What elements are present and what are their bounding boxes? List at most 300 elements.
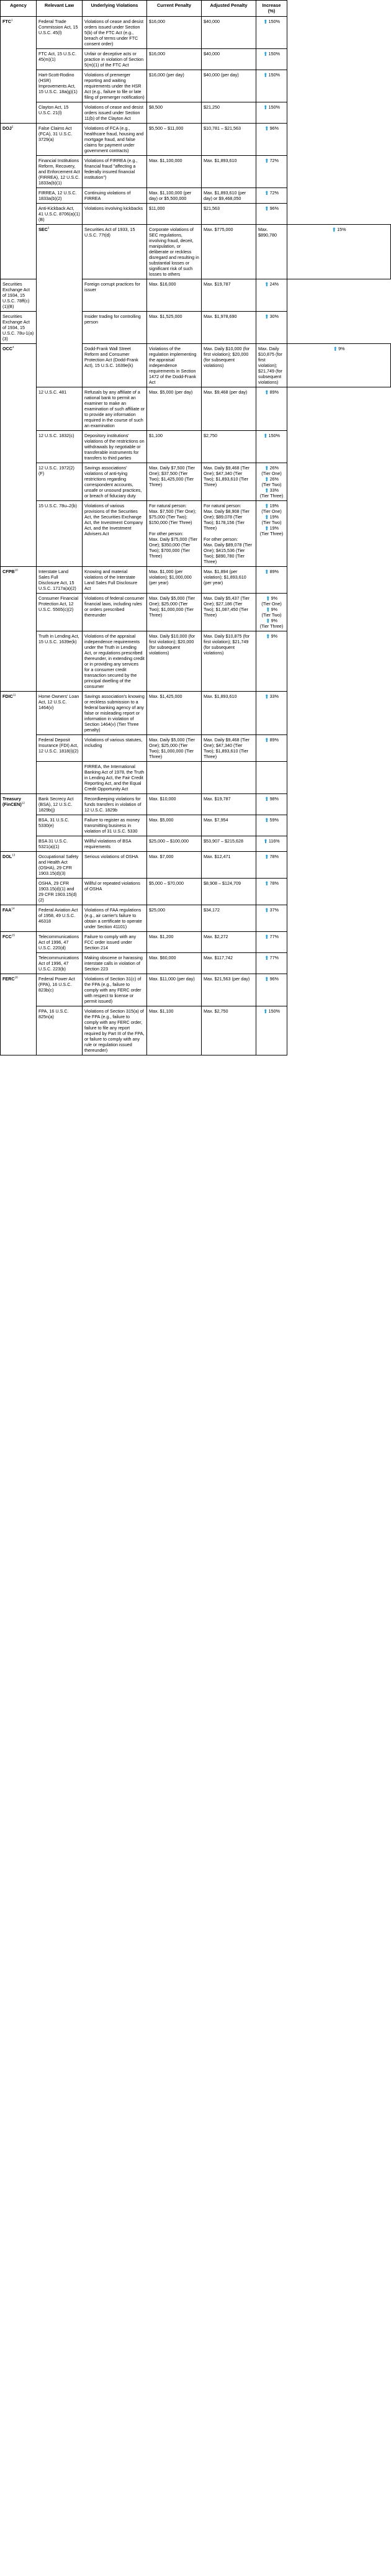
increase-up-arrow-icon: ⬆ [264,853,269,860]
agency-cell [1,974,37,1055]
column-header-underlying-violations: Underlying Violations [83,1,147,17]
increase-up-arrow-icon: ⬆ [264,736,269,743]
adjusted-penalty-cell: $8,908 – $124,709 [202,878,256,905]
table-row [1,1006,391,1055]
increase-value: 37% [269,906,279,913]
underlying-violation-cell: Savings association's knowing or reckless submission to a federal banking agency of any false or misleading report or information in violation of Section 1464(v) (Tier Three penalty) [83,691,147,734]
table-row [1,593,391,631]
increase-value: 26% [269,464,279,471]
increase-tier-note: (Tier Two) [261,612,282,618]
underlying-violation-cell: FIRREA, the International Banking Act of 1978, the Truth in Lending Act, the Fair Credit Reporting Act, and the Equal Credit Opportunity Act [83,761,147,793]
table-row [1,566,391,593]
adjusted-penalty-cell: Max. $117,742 [202,952,256,974]
column-header-current-penalty: Current Penalty [147,1,202,17]
underlying-violation-cell: Recordkeeping violations for funds transfers in violation of 12 U.S.C. 1829b [83,793,147,815]
agency-name: OCC [2,345,12,351]
increase-value: 150% [268,18,280,24]
increase-cell [256,631,287,691]
adjusted-penalty-cell: $21,563 [202,203,256,224]
table-row [1,387,391,430]
underlying-violation-cell: Violations of cease and desist orders issued under Section 5(b) of the FTC Act (e.g., breach of terms under FTC consent order) [83,16,147,48]
column-header-agency: Agency [1,1,37,17]
increase-up-arrow-icon: ⬆ [264,125,269,132]
current-penalty-cell: Max. Daily $5,000 (Tier One); $25,000 (Tier Two); $1,000,000 (Tier Three) [147,734,202,761]
relevant-law-cell: Hart-Scott-Rodino (HSR) Improvements Act, 15 U.S.C. 18a(g)(1) [37,70,83,102]
increase-value: 78% [269,880,279,886]
table-row [1,836,391,851]
increase-up-arrow-icon: ⬆ [264,525,269,531]
relevant-law-cell [37,761,83,793]
increase-value: 150% [268,104,280,110]
adjusted-penalty-cell: For natural person: Max. Daily $8,908 (Tier One); $89,078 (Tier Two); $178,156 (Tier Three) For other person: Max. Daily $89,078 (Tier One); $415,536 (Tier Two); $890,780 (Tier Three) [202,500,256,566]
increase-entry [258,487,285,499]
increase-cell [256,387,287,430]
relevant-law-cell: 15 U.S.C. 78u–2(b) [37,500,83,566]
current-penalty-cell: Max. $5,000 [147,815,202,836]
agency-name: FDIC [2,693,13,699]
underlying-violation-cell: Continuing violations of FIRREA [83,188,147,203]
relevant-law-cell: Securities Act of 1933, 15 U.S.C. 77t(d) [83,224,147,279]
agency-name: FERC [2,975,15,982]
underlying-violation-cell: Violations of FAA regulations (e.g., air carrier's failure to obtain a certificate to operate under Section 41101) [83,905,147,931]
increase-value: 89% [269,568,279,574]
increase-value: 9% [271,617,277,623]
table-row [1,155,391,188]
increase-cell [256,851,287,878]
adjusted-penalty-cell: Max. $2,272 [202,931,256,952]
agency-name: FTC [2,18,11,24]
increase-cell [256,48,287,70]
increase-value: 9% [271,606,277,612]
increase-up-arrow-icon: ⬆ [263,432,268,439]
increase-cell [256,734,287,761]
table-row [1,102,391,123]
increase-cell [256,952,287,974]
footnote-marker: 14 [11,906,15,910]
increase-cell [256,16,287,48]
agency-cell [1,343,37,566]
relevant-law-cell: Federal Power Act (FPA), 16 U.S.C. 823b(c) [37,974,83,1006]
relevant-law-cell: Consumer Financial Protection Act, 12 U.S.C. 5565(c)(2) [37,593,83,631]
current-penalty-cell: Max. $11,000 (per day) [147,974,202,1006]
adjusted-penalty-cell: Max. $890,780 [256,224,287,279]
agency-name: FCC [2,933,12,939]
increase-value: 30% [269,313,279,319]
current-penalty-cell: $16,000 [147,48,202,70]
underlying-violation-cell: Making obscene or harassing interstate calls in violation of Section 223 [83,952,147,974]
increase-value: 9% [338,345,345,351]
increase-cell [256,793,287,815]
current-penalty-cell: $1,100 [147,430,202,463]
agency-cell [1,905,37,931]
current-penalty-cell: Max. $16,000 [147,279,202,311]
increase-entry [258,476,285,487]
increase-up-arrow-icon: ⬆ [264,464,269,471]
underlying-violation-cell: Refusals by any affiliate of a national bank to permit an examiner to make an examination of such affiliate or to provide any information required in the course of such an examination [83,387,147,430]
current-penalty-cell: Max. $1,000 (per violation); $1,000,000 (per year) [147,566,202,593]
adjusted-penalty-cell: Max. $1,893,610 [202,155,256,188]
relevant-law-cell: Dodd-Frank Wall Street Reform and Consumer Protection Act (Dodd-Frank Act), 15 U.S.C. 1639e(k) [83,343,147,387]
table-row [1,905,391,931]
increase-entry [258,465,285,476]
current-penalty-cell: $25,000 – $100,000 [147,836,202,851]
increase-up-arrow-icon: ⬆ [264,476,269,482]
increase-value: 33% [269,693,279,699]
underlying-violation-cell: Violations of various statutes, including [83,734,147,761]
footnote-marker: 13 [12,853,16,857]
current-penalty-cell: Max. $10,000 [147,793,202,815]
column-header-adjusted-penalty: Adjusted Penalty [202,1,256,17]
table-row [1,931,391,952]
current-penalty-cell: Max. $5,000 (per day) [147,387,202,430]
agency-cell [1,16,37,123]
underlying-violation-cell: Failure to register as money transmitting business in violation of 31 U.S.C. 5330 [83,815,147,836]
increase-up-arrow-icon: ⬆ [264,157,269,164]
increase-tier-note: (Tier One) [261,508,282,514]
relevant-law-cell: Home Owners' Loan Act, 12 U.S.C. 1464(v) [37,691,83,734]
relevant-law-cell: OSHA, 29 CFR 1903.15(d)(1) and 29 CFR 1903.15(d)(2) [37,878,83,905]
adjusted-penalty-cell: Max. $1,894 (per violation); $1,893,610 (per year) [202,566,256,593]
agency-name: FAA [2,906,12,913]
adjusted-penalty-cell: Max. $9,468 (per day) [202,387,256,430]
increase-value: 33% [269,487,279,493]
increase-cell [256,761,287,793]
increase-cell [256,311,287,343]
current-penalty-cell: Max. Daily $7,500 (Tier One); $37,500 (Tier Two); $1,425,000 (Tier Three) [147,463,202,500]
increase-up-arrow-icon: ⬆ [266,595,271,602]
increase-value: 96% [269,975,279,982]
table-row [1,631,391,691]
adjusted-penalty-cell: $10,781 – $21,563 [202,123,256,155]
current-penalty-cell: Max. $1,100 [147,1006,202,1055]
footnote-marker: 15 [11,933,15,937]
increase-up-arrow-icon: ⬆ [264,906,269,913]
increase-up-arrow-icon: ⬆ [263,1008,268,1015]
adjusted-penalty-cell: Max. $21,563 (per day) [202,974,256,1006]
increase-value: 77% [269,933,279,939]
increase-tier-note: (Tier Three) [259,530,284,536]
agency-cell [1,566,37,691]
current-penalty-cell: Max. $60,000 [147,952,202,974]
table-row [1,974,391,1006]
table-row [1,500,391,566]
increase-up-arrow-icon: ⬆ [264,502,269,509]
increase-entry [258,595,285,607]
underlying-violation-cell: Willful or repeated violations of OSHA [83,878,147,905]
current-penalty-cell [147,761,202,793]
increase-value: 19% [269,525,279,531]
increase-cell [256,593,287,631]
current-penalty-cell: Max. Daily $10,000 (for first violation); $20,000 (for subsequent violations) [147,631,202,691]
relevant-law-cell: Truth in Lending Act, 15 U.S.C. 1639e(k) [37,631,83,691]
agency-cell [1,793,37,851]
increase-cell [256,102,287,123]
increase-up-arrow-icon: ⬆ [264,281,269,287]
increase-value: 150% [268,1008,280,1014]
increase-entry [258,607,285,618]
underlying-violation-cell: Corporate violations of SEC regulations, involving fraud, deceit, manipulation, or deliberate or reckless disregard and resulting in substantial losses or significant risk of such losses to others [147,224,202,279]
current-penalty-cell: Max. $1,100,000 [147,155,202,188]
adjusted-penalty-cell: $53,907 – $215,628 [202,836,256,851]
increase-up-arrow-icon: ⬆ [264,954,269,961]
increase-value: 19% [269,502,279,508]
increase-up-arrow-icon: ⬆ [264,487,269,494]
underlying-violation-cell: Serious violations of OSHA [83,851,147,878]
increase-up-arrow-icon: ⬆ [264,880,269,887]
table-row [1,691,391,734]
footnote-marker: 1 [11,18,13,22]
increase-up-arrow-icon: ⬆ [263,50,268,57]
relevant-law-cell: FTC Act, 15 U.S.C. 45(m)(1) [37,48,83,70]
increase-cell [256,815,287,836]
relevant-law-cell: Federal Deposit Insurance (FDI) Act, 12 U.S.C. 1818(i)(2) [37,734,83,761]
adjusted-penalty-cell: Max. Daily $9,468 (Tier One); $47,340 (Tier Two); $1,893,610 (Tier Three) [202,463,256,500]
relevant-law-cell: False Claims Act (FCA), 31 U.S.C. 3729(a) [37,123,83,155]
increase-cell [256,974,287,1006]
relevant-law-cell: Bank Secrecy Act (BSA), 12 U.S.C. 1829b(j) [37,793,83,815]
increase-cell [256,905,287,931]
increase-entry [258,618,285,629]
underlying-violation-cell: Violations of Section 31(c) of the FPA (e.g., failure to comply with any FERC order with respect to license or permit issued) [83,974,147,1006]
increase-entry [258,503,285,514]
increase-value: 59% [269,816,279,823]
table-row [1,16,391,48]
increase-up-arrow-icon: ⬆ [331,226,337,233]
table-row [1,188,391,203]
relevant-law-cell: Federal Aviation Act of 1958, 49 U.S.C. 46318 [37,905,83,931]
table-row [1,430,391,463]
relevant-law-cell: 12 U.S.C. 1972(2)(F) [37,463,83,500]
table-row [1,952,391,974]
footnote-marker: 10 [14,568,18,572]
increase-cell [256,188,287,203]
increase-cell [256,500,287,566]
current-penalty-cell: For natural person: Max. $7,500 (Tier One); $75,000 (Tier Two); $150,000 (Tier Three) For other person: Max. Daily $75,000 (Tier One); $350,000 (Tier Two); $700,000 (Tier Three) [147,500,202,566]
relevant-law-cell: BSA, 31 U.S.C. 5330(e) [37,815,83,836]
increase-up-arrow-icon: ⬆ [266,606,271,613]
table-row [1,203,391,224]
underlying-violation-cell: Willful violations of BSA requirements [83,836,147,851]
adjusted-penalty-cell: $34,172 [202,905,256,931]
current-penalty-cell: Max. $1,100,000 (per day) or $5,500,000 [147,188,202,203]
increase-value: 96% [269,205,279,211]
agency-name: CFPB [2,568,15,574]
increase-up-arrow-icon: ⬆ [264,975,269,982]
increase-value: 77% [269,954,279,960]
agency-name: DOL [2,853,12,859]
increase-value: 96% [269,125,279,131]
increase-up-arrow-icon: ⬆ [264,189,269,196]
relevant-law-cell: Telecommunications Act of 1996, 47 U.S.C. 220(d) [37,931,83,952]
increase-up-arrow-icon: ⬆ [264,205,269,212]
agency-name: DOJ [2,125,12,131]
increase-up-arrow-icon: ⬆ [264,933,269,940]
increase-entry [258,525,285,536]
relevant-law-cell: Financial Institutions Reform, Recovery, and Enforcement Act (FIRREA), 12 U.S.C. 1833a(b)(1) [37,155,83,188]
current-penalty-cell: $11,000 [147,203,202,224]
increase-tier-note: (Tier Two) [261,519,282,525]
agency-cell [1,851,37,905]
underlying-violation-cell: Violations of cease and desist orders issued under Section 11(b) of the Clayton Act [83,102,147,123]
agency-cell [37,224,83,387]
current-penalty-cell: Max. $1,525,000 [147,311,202,343]
civil-penalty-table [0,0,391,1055]
adjusted-penalty-cell: Max. $1,893,610 (per day) or $9,468,050 [202,188,256,203]
adjusted-penalty-cell: Max. Daily $10,875 (for first violation); $21,749 (for subsequent violations) [256,343,287,387]
footnote-marker: 3 [47,226,50,230]
adjusted-penalty-cell: Max. Daily $9,468 (Tier One); $47,340 (Tier Two); $1,893,610 (Tier Three) [202,734,256,761]
table-row [1,851,391,878]
increase-tier-note: (Tier Three) [259,492,284,499]
underlying-violation-cell: Violations of various provisions of the Securities Act, the Securities Exchange Act, the Investment Company Act, and the Investment Advisers Act [83,500,147,566]
increase-up-arrow-icon: ⬆ [266,617,271,624]
increase-up-arrow-icon: ⬆ [333,345,338,352]
adjusted-penalty-cell: Max. Daily $10,875 (for first violation); $21,749 (for subsequent violations) [202,631,256,691]
table-row [1,48,391,70]
current-penalty-cell: Max. Daily $10,000 (for first violation); $20,000 (for subsequent violations) [202,343,256,387]
increase-up-arrow-icon: ⬆ [264,513,269,520]
increase-up-arrow-icon: ⬆ [264,795,269,802]
increase-value: 24% [269,281,279,287]
current-penalty-cell: $5,500 – $11,000 [147,123,202,155]
relevant-law-cell: Telecommunications Act of 1996, 47 U.S.C. 223(b) [37,952,83,974]
increase-cell [256,1006,287,1055]
increase-value: 98% [269,795,279,802]
current-penalty-cell: $8,500 [147,102,202,123]
increase-value: 89% [269,736,279,743]
agency-name: SEC [38,226,48,232]
adjusted-penalty-cell: $40,000 [202,48,256,70]
adjusted-penalty-cell: Max. $19,787 [202,793,256,815]
table-row [1,761,391,793]
current-penalty-cell: Max. $775,000 [202,224,256,279]
table-row [1,734,391,761]
increase-tier-note: (Tier Three) [259,623,284,629]
relevant-law-cell: FIRREA, 12 U.S.C. 1833a(b)(2) [37,188,83,203]
relevant-law-cell: Occupational Safety and Health Act (OSHA), 29 CFR 1903.15(d)(3) [37,851,83,878]
increase-cell [287,343,391,387]
relevant-law-cell: Federal Trade Commission Act, 15 U.S.C. 45(l) [37,16,83,48]
increase-cell [256,203,287,224]
underlying-violation-cell: Foreign corrupt practices for issuer [83,279,147,311]
underlying-violation-cell: Violations of FCA (e.g., healthcare fraud, housing and mortgage fraud, and false claims for payment under government contracts) [83,123,147,155]
increase-tier-note: (Tier Two) [261,481,282,487]
increase-value: 78% [269,853,279,859]
increase-value: 9% [271,633,277,639]
table-body [1,16,391,1055]
footnote-marker: 4 [12,345,14,349]
adjusted-penalty-cell: Max. $1,978,690 [202,311,256,343]
increase-cell [256,155,287,188]
table-row [1,224,391,279]
current-penalty-cell: $16,000 [147,16,202,48]
increase-value: 89% [269,389,279,395]
table-row [1,123,391,155]
relevant-law-cell: 12 U.S.C. 481 [37,387,83,430]
current-penalty-cell: Max. Daily $5,000 (Tier One); $25,000 (Tier Two); $1,000,000 (Tier Three) [147,593,202,631]
increase-cell [256,566,287,593]
footnote-marker: 11 [12,693,16,697]
footnote-marker: 2 [11,125,14,129]
increase-value: 72% [269,189,279,196]
increase-value: 19% [269,513,279,520]
adjusted-penalty-cell: Max. Daily $5,437 (Tier One); $27,186 (Tier Two); $1,087,450 (Tier Three) [202,593,256,631]
increase-cell [287,224,391,279]
current-penalty-cell: $25,000 [147,905,202,931]
underlying-violation-cell: Unfair or deceptive acts or practice in violation of Section 5(m)(1) of the FTC Act [83,48,147,70]
relevant-law-cell: Clayton Act, 15 U.S.C. 21(l) [37,102,83,123]
current-penalty-cell: Max. $7,000 [147,851,202,878]
agency-cell [1,691,37,793]
increase-cell [256,430,287,463]
increase-value: 150% [268,50,280,56]
underlying-violation-cell: Violations of federal consumer financial laws, including rules or orders prescribed thereunder [83,593,147,631]
agency-cell [1,931,37,974]
increase-up-arrow-icon: ⬆ [264,389,269,395]
table-row [1,793,391,815]
increase-tier-note: (Tier One) [261,470,282,476]
adjusted-penalty-cell: $2,750 [202,430,256,463]
header-row [1,1,391,17]
table-header [1,1,391,17]
underlying-violation-cell: Violations of Section 315(a) of the FPA (e.g., failure to comply with any FERC order, failure to file any report required by Part III of the FPA, or failure to comply with any rule or regulation issued thereunder) [83,1006,147,1055]
underlying-violation-cell: Knowing and material violations of the Interstate Land Sales Full Disclosure Act [83,566,147,593]
table-row [1,815,391,836]
adjusted-penalty-cell: Max. $7,954 [202,815,256,836]
adjusted-penalty-cell [202,761,256,793]
increase-up-arrow-icon: ⬆ [263,71,268,78]
increase-cell [256,70,287,102]
underlying-violation-cell: Insider trading for controlling person [83,311,147,343]
increase-up-arrow-icon: ⬆ [264,816,269,823]
relevant-law-cell: Anti-Kickback Act, 41 U.S.C. 8706(a)(1)(B) [37,203,83,224]
agency-name: Treasury (FinCEN) [2,795,22,807]
adjusted-penalty-cell: $21,250 [202,102,256,123]
adjusted-penalty-cell: Max. $19,787 [202,279,256,311]
increase-cell [256,691,287,734]
table-row [1,878,391,905]
column-header-increase: Increase (%) [256,1,287,17]
increase-up-arrow-icon: ⬆ [263,104,268,111]
agency-cell [1,123,37,279]
increase-value: 26% [269,476,279,482]
increase-entry [258,514,285,525]
increase-up-arrow-icon: ⬆ [264,313,269,320]
table-row [1,70,391,102]
relevant-law-cell: Securities Exchange Act of 1934, 15 U.S.C. 78ff(c)(1)(B) [1,279,37,311]
increase-up-arrow-icon: ⬆ [264,693,269,700]
column-header-relevant-law: Relevant Law [37,1,83,17]
underlying-violation-cell: Violations of FIRREA (e.g., financial fraud "affecting a federally insured financial institution") [83,155,147,188]
current-penalty-cell: $16,000 (per day) [147,70,202,102]
increase-value: 116% [268,838,280,844]
increase-cell [256,463,287,500]
underlying-violation-cell: Failure to comply with any FCC order issued under Section 214 [83,931,147,952]
current-penalty-cell: Max. $1,425,000 [147,691,202,734]
adjusted-penalty-cell: Max. $12,471 [202,851,256,878]
increase-cell [256,878,287,905]
underlying-violation-cell: Depository institutions' violations of the restrictions on withdrawals by negotiable or transferable instruments for transfers to third parties [83,430,147,463]
underlying-violation-cell: Violations involving kickbacks [83,203,147,224]
adjusted-penalty-cell: $40,000 [202,16,256,48]
relevant-law-cell: Securities Exchange Act of 1934, 15 U.S.C. 78u-1(a)(3) [1,311,37,343]
relevant-law-cell: 12 U.S.C. 1832(c) [37,430,83,463]
current-penalty-cell: $5,000 – $70,000 [147,878,202,905]
increase-value: 72% [269,157,279,163]
underlying-violation-cell: Violations of the appraisal independence requirements under the Truth in Lending Act, or regulations prescribed thereunder, in extending credit or in providing any services for a consumer credit transaction secured by the principal dwelling of the consumer [83,631,147,691]
increase-up-arrow-icon: ⬆ [264,568,269,575]
increase-value: 150% [268,432,280,438]
